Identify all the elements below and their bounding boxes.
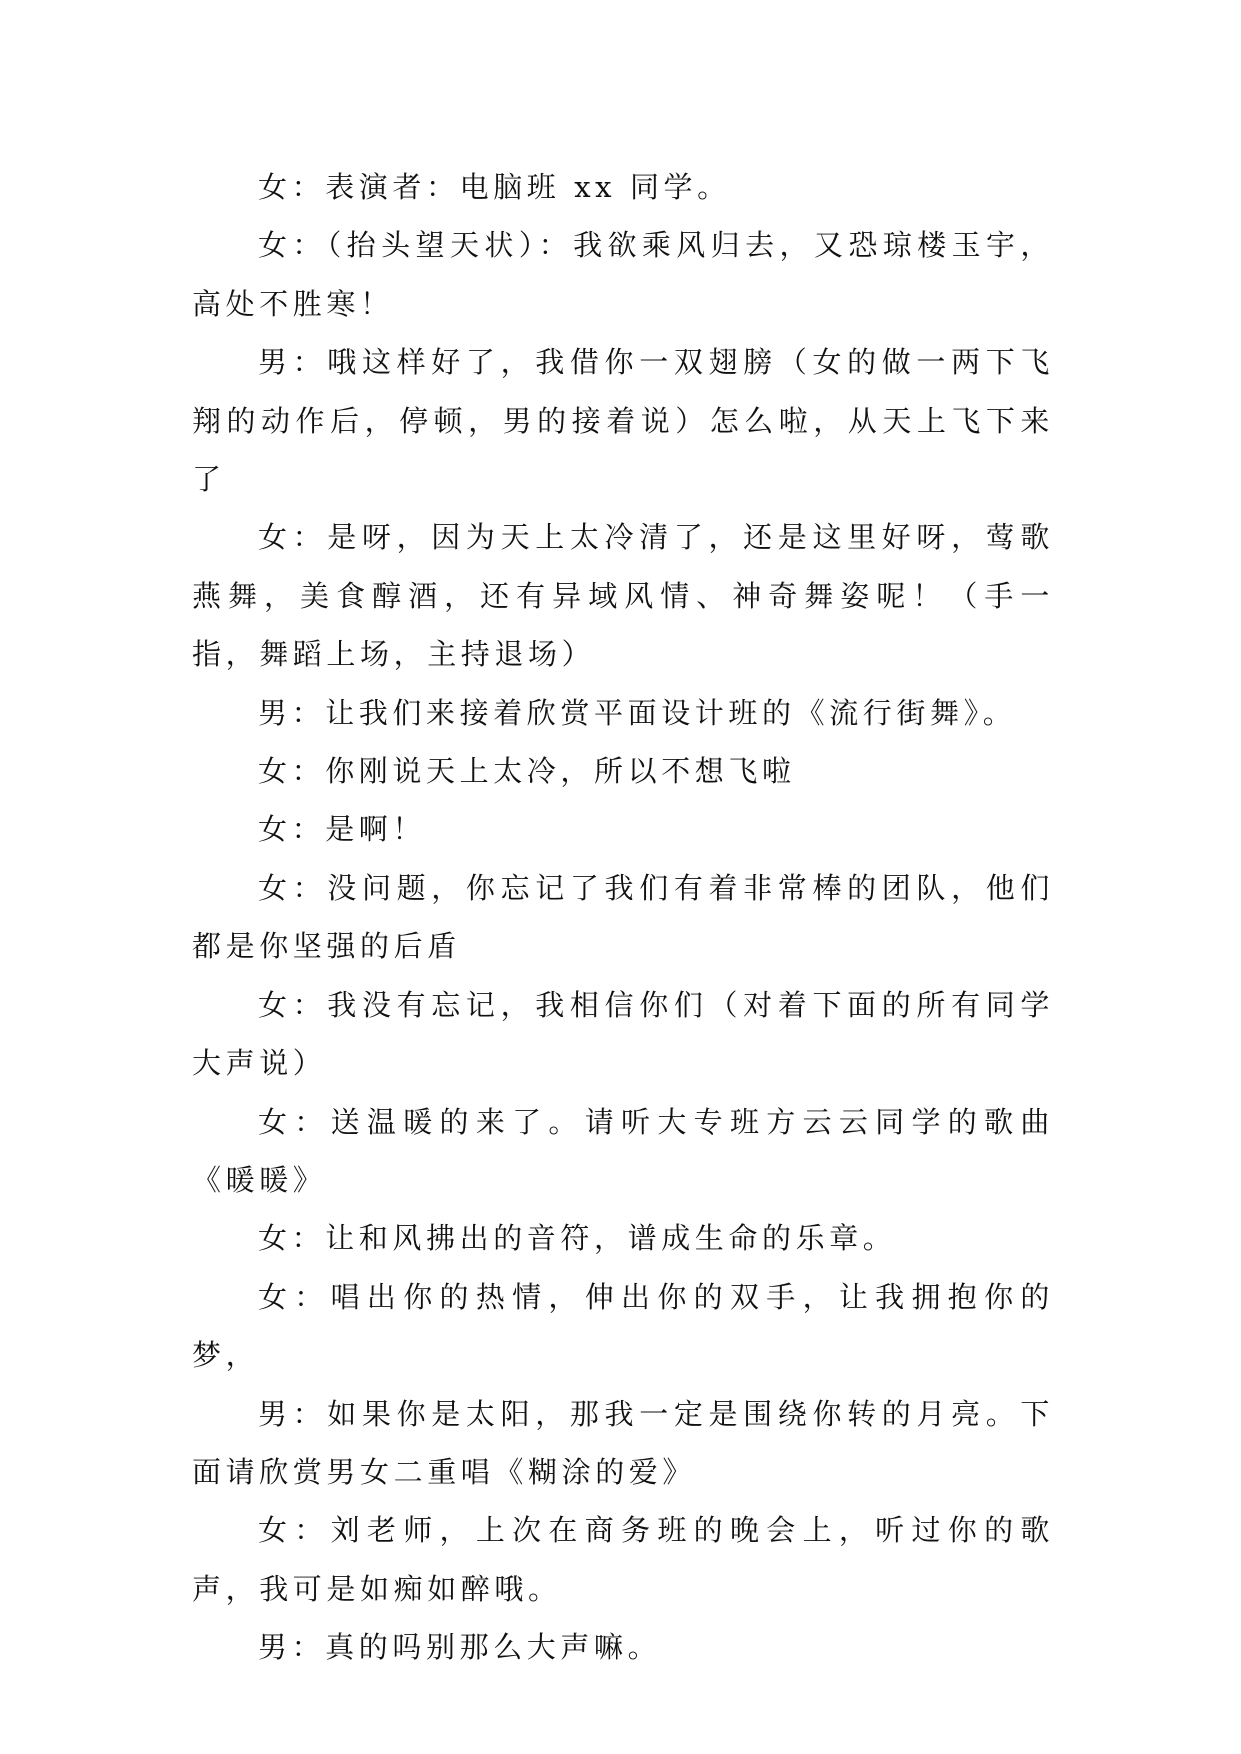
dialogue-line: 女：我没有忘记，我相信你们（对着下面的所有同学大声说） xyxy=(192,987,1054,1081)
dialogue-line: 女：让和风拂出的音符，谱成生命的乐章。 xyxy=(258,1221,897,1256)
dialogue-line: 女：送温暖的来了。请听大专班方云云同学的歌曲《暖暖》 xyxy=(192,1104,1054,1197)
dialogue-line: 男：哦这样好了，我借你一双翅膀（女的做一两下飞翔的动作后，停顿，男的接着说）怎么啦，从天上飞下来了 xyxy=(192,345,1054,497)
dialogue-line: 女：没问题，你忘记了我们有着非常棒的团队，他们都是你坚强的后盾 xyxy=(192,870,1054,964)
dialogue-line: 男：真的吗别那么大声嘛。 xyxy=(258,1630,662,1665)
dialogue-line: 女：你刚说天上太冷，所以不想飞啦 xyxy=(258,754,796,789)
script-body xyxy=(192,158,1054,1677)
dialogue-line: 女：表演者：电脑班 xx 同学。 xyxy=(258,170,731,204)
dialogue-line: 女：唱出你的热情，伸出你的双手，让我拥抱你的梦， xyxy=(192,1279,1054,1373)
dialogue-line: 女：（抬头望天状）：我欲乘风归去，又恐琼楼玉宇，高处不胜寒！ xyxy=(192,228,1054,321)
dialogue-line: 女：刘老师，上次在商务班的晚会上，听过你的歌声，我可是如痴如醉哦。 xyxy=(192,1513,1054,1606)
dialogue-line: 女：是呀，因为天上太冷清了，还是这里好呀，莺歌燕舞，美食醇酒，还有异域风情、神奇舞姿呢！（手一指，舞蹈上场，主持退场） xyxy=(192,520,1054,672)
dialogue-line: 男：如果你是太阳，那我一定是围绕你转的月亮。下面请欣赏男女二重唱《糊涂的爱》 xyxy=(192,1396,1054,1489)
dialogue-line: 男：让我们来接着欣赏平面设计班的《流行街舞》。 xyxy=(258,695,1017,730)
dialogue-line: 女：是啊！ xyxy=(258,812,427,847)
